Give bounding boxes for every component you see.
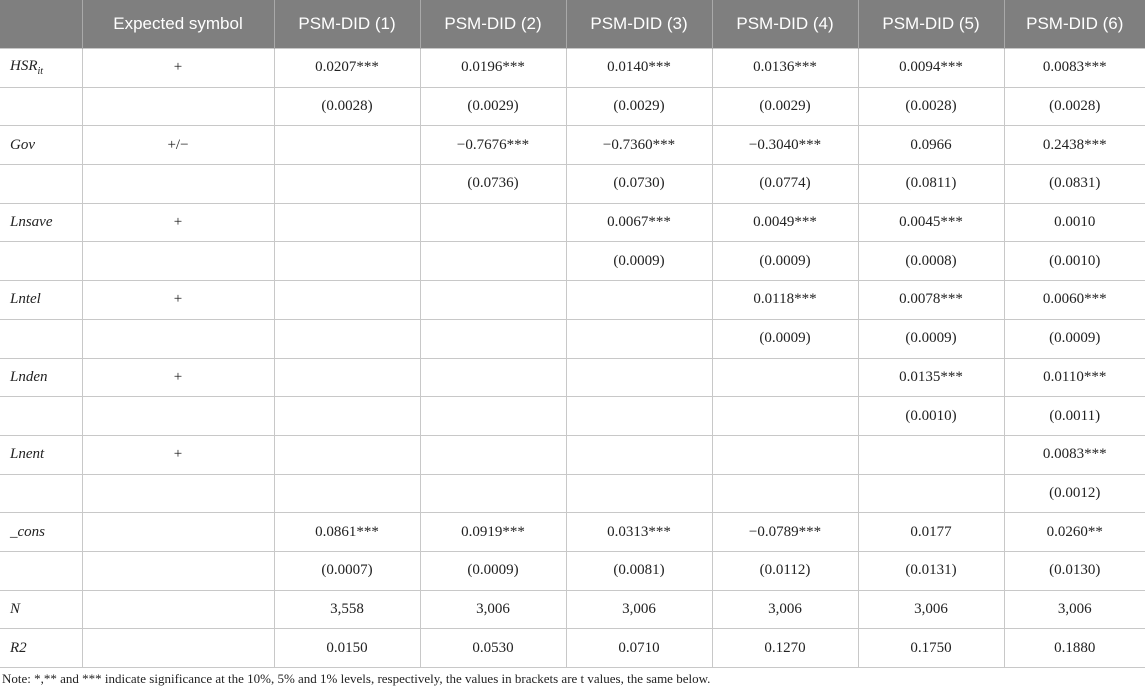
coefficient-cell: (0.0009) [712, 319, 858, 358]
table-row [0, 281, 1145, 320]
coefficient-cell [274, 165, 420, 204]
coefficient-cell: 0.0118*** [712, 281, 858, 320]
coefficient-cell: (0.0010) [858, 397, 1004, 436]
coefficient-cell: 0.0196*** [420, 49, 566, 88]
expected-symbol-cell: + [82, 203, 274, 242]
variable-name-cell [0, 629, 82, 668]
coefficient-cell [420, 203, 566, 242]
table-row [0, 358, 1145, 397]
variable-name: _cons [10, 523, 45, 540]
coefficient-cell [566, 474, 712, 513]
coefficient-cell [274, 319, 420, 358]
coefficient-cell [566, 358, 712, 397]
variable-name: N [10, 600, 21, 617]
coefficient-cell: 0.1270 [712, 629, 858, 668]
coefficient-cell: 0.0060*** [1004, 281, 1145, 320]
expected-symbol-cell [82, 474, 274, 513]
coefficient-cell: −0.3040*** [712, 126, 858, 165]
coefficient-cell [712, 474, 858, 513]
coefficient-cell: 0.0110*** [1004, 358, 1145, 397]
header-psm-did-2: PSM-DID (2) [420, 0, 566, 49]
coefficient-cell: 0.0045*** [858, 203, 1004, 242]
table-row [0, 435, 1145, 474]
variable-name-cell [0, 242, 82, 281]
coefficient-cell: (0.0774) [712, 165, 858, 204]
expected-symbol-cell [82, 87, 274, 126]
coefficient-cell: 0.0710 [566, 629, 712, 668]
table-row [0, 87, 1145, 126]
coefficient-cell: −0.7360*** [566, 126, 712, 165]
coefficient-cell [420, 397, 566, 436]
coefficient-cell: 3,006 [1004, 590, 1145, 629]
variable-name: Gov [10, 136, 35, 153]
coefficient-cell: −0.7676*** [420, 126, 566, 165]
coefficient-cell: 0.0260** [1004, 513, 1145, 552]
coefficient-cell: 3,006 [858, 590, 1004, 629]
coefficient-cell: 0.0067*** [566, 203, 712, 242]
variable-name-cell [0, 281, 82, 320]
coefficient-cell: 0.1880 [1004, 629, 1145, 668]
expected-symbol-cell [82, 629, 274, 668]
header-psm-did-5: PSM-DID (5) [858, 0, 1004, 49]
coefficient-cell: 0.0150 [274, 629, 420, 668]
variable-subscript: it [37, 66, 44, 78]
coefficient-cell: (0.0131) [858, 551, 1004, 590]
coefficient-cell [858, 435, 1004, 474]
coefficient-cell: 0.0010 [1004, 203, 1145, 242]
coefficient-cell: (0.0028) [274, 87, 420, 126]
variable-name-cell [0, 474, 82, 513]
coefficient-cell: 3,006 [712, 590, 858, 629]
coefficient-cell: (0.0029) [420, 87, 566, 126]
coefficient-cell: 0.0135*** [858, 358, 1004, 397]
coefficient-cell: 0.0861*** [274, 513, 420, 552]
expected-symbol-cell [82, 551, 274, 590]
coefficient-cell [420, 474, 566, 513]
table-row [0, 242, 1145, 281]
header-blank [0, 0, 82, 49]
coefficient-cell [420, 319, 566, 358]
coefficient-cell [712, 435, 858, 474]
coefficient-cell [274, 358, 420, 397]
coefficient-cell [712, 397, 858, 436]
table-row [0, 165, 1145, 204]
table-body [0, 49, 1145, 668]
coefficient-cell: 0.0083*** [1004, 435, 1145, 474]
coefficient-cell [420, 358, 566, 397]
coefficient-cell: (0.0007) [274, 551, 420, 590]
coefficient-cell [274, 397, 420, 436]
variable-name: HSR [10, 58, 38, 75]
table-row [0, 590, 1145, 629]
table-row [0, 397, 1145, 436]
coefficient-cell: 0.0207*** [274, 49, 420, 88]
coefficient-cell: 0.1750 [858, 629, 1004, 668]
coefficient-cell: (0.0012) [1004, 474, 1145, 513]
variable-name-cell [0, 435, 82, 474]
variable-name: Lntel [10, 291, 41, 308]
variable-name-cell [0, 165, 82, 204]
expected-symbol-cell: + [82, 281, 274, 320]
expected-symbol-cell: + [82, 435, 274, 474]
coefficient-cell: (0.0029) [566, 87, 712, 126]
expected-symbol-cell: + [82, 49, 274, 88]
coefficient-cell [274, 281, 420, 320]
expected-symbol-cell [82, 513, 274, 552]
coefficient-cell: (0.0028) [858, 87, 1004, 126]
coefficient-cell: (0.0009) [712, 242, 858, 281]
header-psm-did-3: PSM-DID (3) [566, 0, 712, 49]
coefficient-cell: (0.0009) [420, 551, 566, 590]
coefficient-cell: 0.0530 [420, 629, 566, 668]
coefficient-cell [420, 281, 566, 320]
coefficient-cell [274, 474, 420, 513]
variable-name: Lnent [10, 446, 45, 463]
coefficient-cell [274, 435, 420, 474]
coefficient-cell: 0.0136*** [712, 49, 858, 88]
coefficient-cell [858, 474, 1004, 513]
table-row [0, 126, 1145, 165]
header-psm-did-4: PSM-DID (4) [712, 0, 858, 49]
header-expected-symbol: Expected symbol [82, 0, 274, 49]
coefficient-cell: (0.0009) [566, 242, 712, 281]
variable-name-cell [0, 590, 82, 629]
variable-name-cell [0, 126, 82, 165]
expected-symbol-cell: +/− [82, 126, 274, 165]
table-note: Note: *,** and *** indicate significance at the 10%, 5% and 1% levels, respectively, the values in brackets are t values, the same below. [2, 671, 711, 686]
variable-name-cell [0, 319, 82, 358]
variable-name-cell [0, 397, 82, 436]
variable-name-cell [0, 358, 82, 397]
header-psm-did-1: PSM-DID (1) [274, 0, 420, 49]
expected-symbol-cell [82, 590, 274, 629]
coefficient-cell [420, 242, 566, 281]
table-row [0, 474, 1145, 513]
coefficient-cell: (0.0010) [1004, 242, 1145, 281]
coefficient-cell: (0.0081) [566, 551, 712, 590]
variable-name: R2 [10, 639, 27, 656]
coefficient-cell: 3,006 [420, 590, 566, 629]
coefficient-cell [566, 397, 712, 436]
coefficient-cell: −0.0789*** [712, 513, 858, 552]
variable-name-cell [0, 513, 82, 552]
coefficient-cell: (0.0112) [712, 551, 858, 590]
coefficient-cell: 3,006 [566, 590, 712, 629]
coefficient-cell [566, 319, 712, 358]
header-row [0, 0, 1145, 49]
variable-name-cell [0, 551, 82, 590]
coefficient-cell: 0.0177 [858, 513, 1004, 552]
table-row [0, 203, 1145, 242]
coefficient-cell: 0.0966 [858, 126, 1004, 165]
coefficient-cell: 0.2438*** [1004, 126, 1145, 165]
coefficient-cell: (0.0130) [1004, 551, 1145, 590]
coefficient-cell: (0.0811) [858, 165, 1004, 204]
table-row [0, 551, 1145, 590]
table-row [0, 49, 1145, 88]
expected-symbol-cell [82, 242, 274, 281]
table-row [0, 629, 1145, 668]
coefficient-cell [712, 358, 858, 397]
header-psm-did-6: PSM-DID (6) [1004, 0, 1145, 49]
coefficient-cell: (0.0009) [858, 319, 1004, 358]
variable-name: Lnden [10, 368, 48, 385]
coefficient-cell [274, 203, 420, 242]
coefficient-cell: (0.0011) [1004, 397, 1145, 436]
coefficient-cell: (0.0736) [420, 165, 566, 204]
coefficient-cell: (0.0028) [1004, 87, 1145, 126]
coefficient-cell: 0.0083*** [1004, 49, 1145, 88]
variable-name: Lnsave [10, 214, 53, 231]
variable-name-cell [0, 203, 82, 242]
coefficient-cell: 0.0078*** [858, 281, 1004, 320]
coefficient-cell: 0.0094*** [858, 49, 1004, 88]
coefficient-cell: (0.0009) [1004, 319, 1145, 358]
coefficient-cell [274, 242, 420, 281]
expected-symbol-cell [82, 397, 274, 436]
coefficient-cell [566, 281, 712, 320]
coefficient-cell: 0.0140*** [566, 49, 712, 88]
coefficient-cell: 0.0049*** [712, 203, 858, 242]
coefficient-cell: (0.0730) [566, 165, 712, 204]
variable-name-cell [0, 87, 82, 126]
expected-symbol-cell [82, 319, 274, 358]
coefficient-cell: (0.0831) [1004, 165, 1145, 204]
coefficient-cell: 0.0313*** [566, 513, 712, 552]
coefficient-cell [420, 435, 566, 474]
coefficient-cell: 0.0919*** [420, 513, 566, 552]
expected-symbol-cell: + [82, 358, 274, 397]
coefficient-cell: (0.0029) [712, 87, 858, 126]
expected-symbol-cell [82, 165, 274, 204]
coefficient-cell [274, 126, 420, 165]
coefficient-cell [566, 435, 712, 474]
table-row [0, 319, 1145, 358]
table-row [0, 513, 1145, 552]
coefficient-cell: (0.0008) [858, 242, 1004, 281]
variable-name-cell [0, 49, 82, 88]
coefficient-cell: 3,558 [274, 590, 420, 629]
